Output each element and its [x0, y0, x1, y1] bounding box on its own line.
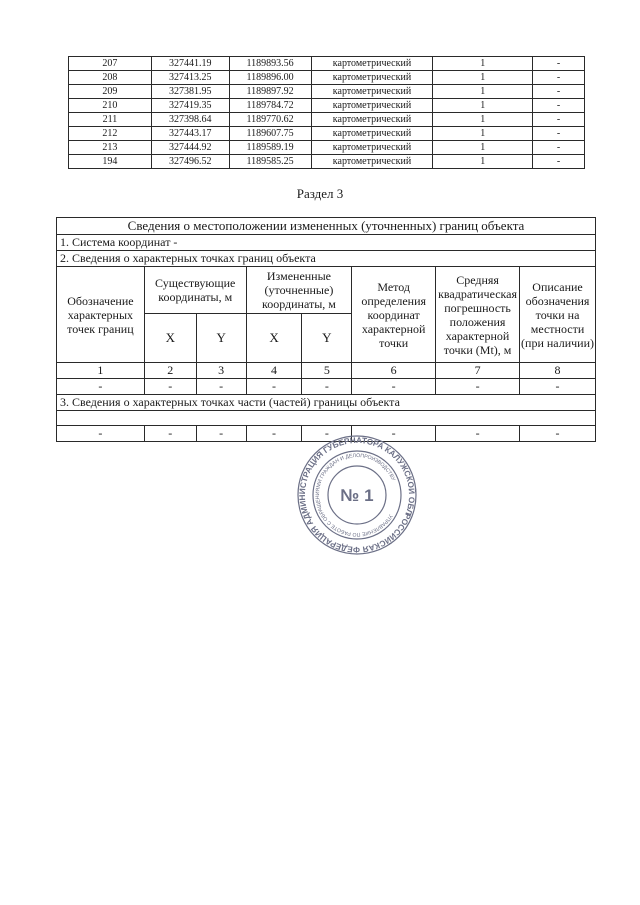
x-coordinate-cell: 327381.95: [151, 85, 229, 99]
column-number-cell: 2: [144, 363, 196, 379]
description-cell: -: [533, 71, 585, 85]
y-coordinate-cell: 1189893.56: [229, 57, 311, 71]
accuracy-cell: 1: [433, 127, 533, 141]
coord-system-row: 1. Система координат -: [57, 235, 596, 251]
seal-outer-text: РОССИЙСКАЯ ФЕДЕРАЦИЯ АДМИНИСТРАЦИЯ ГУБЕРНАТОРА КАЛУЖСКОЙ ОБЛАСТИ: [297, 435, 417, 555]
point-number-cell: 210: [69, 99, 152, 113]
y-coordinate-cell: 1189770.62: [229, 113, 311, 127]
method-cell: картометрический: [311, 57, 433, 71]
point-number-cell: 207: [69, 57, 152, 71]
table-row: [69, 99, 585, 113]
description-cell: -: [533, 127, 585, 141]
accuracy-cell: 1: [433, 141, 533, 155]
x-coordinate-cell: 327419.35: [151, 99, 229, 113]
header-accuracy: Средняя квадратическая погрешность положения характерной точки (Mt), м: [436, 267, 520, 363]
point-number-cell: 208: [69, 71, 152, 85]
header-y-existing: Y: [196, 314, 246, 363]
accuracy-cell: 1: [433, 57, 533, 71]
method-cell: картометрический: [311, 99, 433, 113]
column-number-cell: 4: [246, 363, 302, 379]
header-changed: Измененные (уточненные) координаты, м: [246, 267, 352, 314]
part-points-row: 3. Сведения о характерных точках части (частей) границы объекта: [57, 395, 596, 411]
point-number-cell: 213: [69, 141, 152, 155]
method-cell: картометрический: [311, 155, 433, 169]
dash-cell: -: [436, 379, 520, 395]
point-number-cell: 209: [69, 85, 152, 99]
dash-cell: -: [302, 426, 352, 442]
dash-cell: -: [144, 379, 196, 395]
method-cell: картометрический: [311, 141, 433, 155]
method-cell: картометрический: [311, 85, 433, 99]
description-cell: -: [533, 99, 585, 113]
column-number-cell: 1: [57, 363, 145, 379]
column-number-cell: 6: [352, 363, 436, 379]
x-coordinate-cell: 327441.19: [151, 57, 229, 71]
header-y-changed: Y: [302, 314, 352, 363]
table-row: [69, 85, 585, 99]
y-coordinate-cell: 1189897.92: [229, 85, 311, 99]
seal-inner-text: УПРАВЛЕНИЕ ПО РАБОТЕ С ОБРАЩЕНИЯМИ ГРАЖДАН И ДЕЛОПРОИЗВОДСТВУ: [314, 452, 396, 538]
point-number-cell: 211: [69, 113, 152, 127]
dash-cell: -: [352, 379, 436, 395]
description-cell: -: [533, 141, 585, 155]
column-numbers-row: [57, 363, 596, 379]
table-row: [69, 71, 585, 85]
empty-row: [57, 411, 596, 426]
y-coordinate-cell: 1189585.25: [229, 155, 311, 169]
table-row: [69, 57, 585, 71]
table-row: [69, 127, 585, 141]
accuracy-cell: 1: [433, 99, 533, 113]
header-x-existing: X: [144, 314, 196, 363]
char-points-row: 2. Сведения о характерных точках границ объекта: [57, 251, 596, 267]
dash-row: [57, 379, 596, 395]
official-seal: [296, 434, 418, 556]
x-coordinate-cell: 327496.52: [151, 155, 229, 169]
column-number-cell: 7: [436, 363, 520, 379]
dash-cell: -: [246, 379, 302, 395]
dash-cell: -: [352, 426, 436, 442]
y-coordinate-cell: 1189607.75: [229, 127, 311, 141]
accuracy-cell: 1: [433, 155, 533, 169]
table-row: [69, 155, 585, 169]
dash-cell: -: [57, 379, 145, 395]
x-coordinate-cell: 327398.64: [151, 113, 229, 127]
header-existing: Существующие координаты, м: [144, 267, 246, 314]
x-coordinate-cell: 327413.25: [151, 71, 229, 85]
description-cell: -: [533, 155, 585, 169]
accuracy-cell: 1: [433, 71, 533, 85]
y-coordinate-cell: 1189784.72: [229, 99, 311, 113]
y-coordinate-cell: 1189589.19: [229, 141, 311, 155]
header-designation: Обозначение характерных точек границ: [57, 267, 145, 363]
method-cell: картометрический: [311, 71, 433, 85]
method-cell: картометрический: [311, 113, 433, 127]
y-coordinate-cell: 1189896.00: [229, 71, 311, 85]
section3-title: Сведения о местоположении измененных (уточненных) границ объекта: [57, 218, 596, 235]
accuracy-cell: 1: [433, 113, 533, 127]
point-number-cell: 212: [69, 127, 152, 141]
header-description: Описание обозначения точки на местности (при наличии): [520, 267, 596, 363]
description-cell: -: [533, 113, 585, 127]
dash-cell: -: [196, 379, 246, 395]
column-number-cell: 8: [520, 363, 596, 379]
section-title: Раздел 3: [296, 186, 344, 201]
point-number-cell: 194: [69, 155, 152, 169]
column-number-cell: 5: [302, 363, 352, 379]
description-cell: -: [533, 57, 585, 71]
dash-cell: -: [57, 426, 145, 442]
table-row: [69, 113, 585, 127]
dash-cell: -: [196, 426, 246, 442]
dash-cell: -: [246, 426, 302, 442]
table-row: [69, 141, 585, 155]
x-coordinate-cell: 327443.17: [151, 127, 229, 141]
coordinates-table: [68, 56, 585, 169]
header-x-changed: X: [246, 314, 302, 363]
header-method: Метод определения координат характерной точки: [352, 267, 436, 363]
dash-cell: -: [302, 379, 352, 395]
column-number-cell: 3: [196, 363, 246, 379]
dash-cell: -: [520, 379, 596, 395]
seal-number: № 1: [340, 486, 374, 505]
dash-cell: -: [520, 426, 596, 442]
description-cell: -: [533, 85, 585, 99]
dash-cell: -: [144, 426, 196, 442]
dash-cell: -: [436, 426, 520, 442]
method-cell: картометрический: [311, 127, 433, 141]
x-coordinate-cell: 327444.92: [151, 141, 229, 155]
accuracy-cell: 1: [433, 85, 533, 99]
section3-table: [56, 217, 596, 442]
